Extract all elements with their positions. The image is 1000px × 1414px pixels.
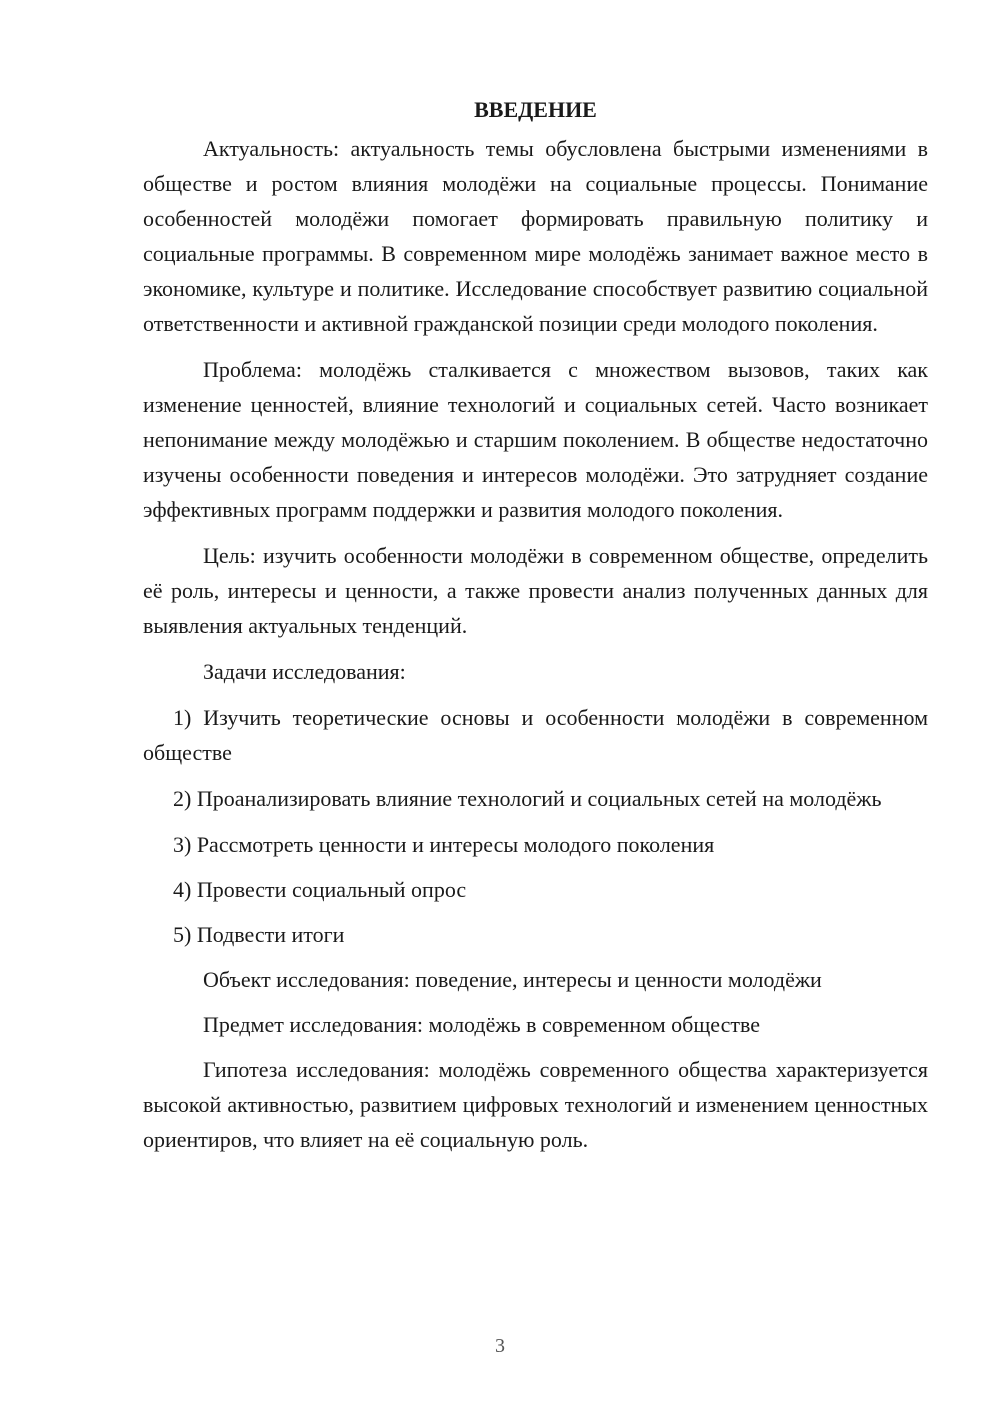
problem-paragraph: Проблема: молодёжь сталкивается с множеством вызовов, таких как изменение ценностей, влияние технологий и социальных сетей. Часто возникает непонимание между молодёжью и старшим поколением. В обществе недостаточно изучены особенности поведения и интересов молодёжи. Это затрудняет создание эффективных программ поддержки и развития молодого поколения. bbox=[143, 357, 928, 522]
section-heading: ВВЕДЕНИЕ bbox=[474, 97, 597, 122]
research-object: Объект исследования: поведение, интересы и ценности молодёжи bbox=[203, 967, 822, 992]
task-item-5: 5) Подвести итоги bbox=[173, 922, 345, 947]
research-subject: Предмет исследования: молодёжь в современном обществе bbox=[203, 1012, 761, 1037]
hypothesis-paragraph: Гипотеза исследования: молодёжь современного общества характеризуется высокой активностью, развитием цифровых технологий и изменением ценностных ориентиров, что влияет на её социальную роль. bbox=[143, 1057, 928, 1152]
task-item-3: 3) Рассмотреть ценности и интересы молодого поколения bbox=[173, 832, 715, 857]
task-item-1: 1) Изучить теоретические основы и особенности молодёжи в современном обществе bbox=[143, 705, 928, 765]
task-item-4: 4) Провести социальный опрос bbox=[173, 877, 467, 902]
task-item-2: 2) Проанализировать влияние технологий и социальных сетей на молодёжь bbox=[173, 786, 882, 811]
tasks-title: Задачи исследования: bbox=[203, 659, 406, 684]
page-number: 3 bbox=[495, 1335, 505, 1357]
relevance-paragraph: Актуальность: актуальность темы обусловлена быстрыми изменениями в обществе и ростом влияния молодёжи на социальные процессы. Понимание особенностей молодёжи помогает формировать правильную политику и социальные программы. В современном мире молодёжь занимает важное место в экономике, культуре и политике. Исследование способствует развитию социальной ответственности и активной гражданской позиции среди молодого поколения. bbox=[143, 136, 928, 336]
document-page bbox=[143, 92, 928, 1168]
goal-paragraph: Цель: изучить особенности молодёжи в современном обществе, определить её роль, интересы и ценности, а также провести анализ полученных данных для выявления актуальных тенденций. bbox=[143, 543, 928, 638]
